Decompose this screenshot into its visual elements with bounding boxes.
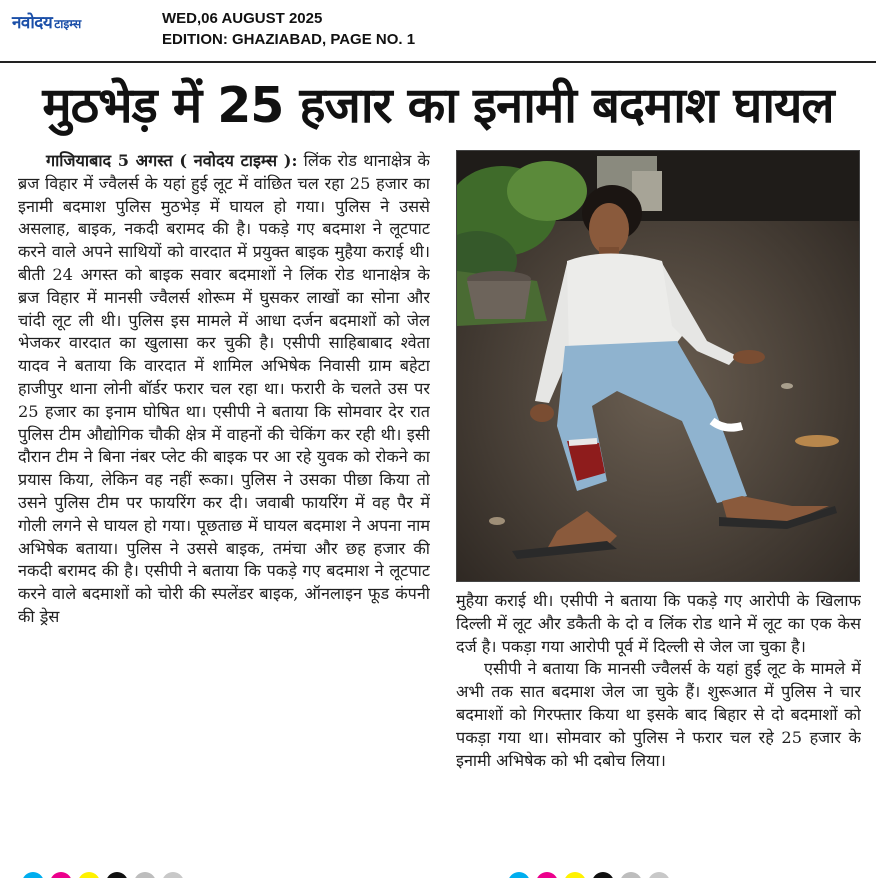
cyan-mark	[22, 872, 44, 878]
gray-mark-right-2	[648, 872, 670, 878]
masthead	[0, 0, 876, 62]
article-column-right	[456, 590, 861, 862]
black-mark-right	[592, 872, 614, 878]
newspaper-logo	[12, 10, 81, 36]
gray-mark-2	[162, 872, 184, 878]
logo-main-text: नवोदय	[12, 13, 53, 33]
article-body-right-2: एसीपी ने बताया कि मानसी ज्वैलर्स के यहां हुई लूट के मामले में अभी तक सात बदमाश जेल जा चुके हैं। शुरूआत में पुलिस ने चार बदमाशों को गिरफ्तार किया था इसके बाद बिहार से दो बदमाशों को पकड़ा गया था। सोमवार को पुलिस ने फरार चल रहे 25 हजार के इनामी अभिषेक को भी दबोच लिया।	[456, 659, 861, 770]
edition-date: WED,06 AUGUST 2025	[162, 10, 323, 27]
edition-page: EDITION: GHAZIABAD, PAGE NO. 1	[162, 31, 416, 48]
cyan-mark-right	[508, 872, 530, 878]
magenta-mark	[50, 872, 72, 878]
magenta-mark-right	[536, 872, 558, 878]
article-body-left: लिंक रोड थानाक्षेत्र के ब्रज विहार में ज्वैलर्स के यहां हुई लूट में वांछित चल रहा 25 हजार का इनामी बदमाश पुलिस मुठभेड़ में घायल हो गया। पुलिस ने उससे असलाह, बाइक, नकदी बरामद की है। पकड़े गए बदमाश ने लूटपाट करने वाले अपने साथियों को वारदात में प्रयुक्त बाइक मुहैया कराई थी। बीती 24 अगस्त को बाइक सवार बदमाशों ने लिंक रोड थानाक्षेत्र के ब्रज विहार में मानसी ज्वैलर्स शोरूम में घुसकर लाखों का सोना और चांदी लूट ली थी। पुलिस इस मामले में आधा दर्जन बदमाशों को जेल भेजकर वारदात का खुलासा कर चुकी है। एसीपी साहिबाबाद श्वेता यादव ने बताया कि वारदात में शामिल अभिषेक निवासी ग्राम बहेटा हाजीपुर थाना लोनी बॉर्डर फरार चल रहा था। फरारी के चलते उस पर 25 हजार का इनाम घोषित था। एसीपी ने बताया कि सोमवार देर रात पुलिस टीम औद्योगिक चौकी क्षेत्र में वाहनों की चेकिंग कर रही थी। इसी दौरान टीम ने बिना नंबर प्लेट की बाइक पर आ रहे युवक को रोकने का प्रयास किया, लेकिन वह नहीं रूका। पुलिस ने उसका पीछा किया तो उसने पुलिस टीम पर फायरिंग कर दी। जवाबी फायरिंग में वह पैर में गोली लगने से घायल हो गया। पूछताछ में घायल बदमाश ने अपना नाम अभिषेक बताया। पुलिस ने उससे बाइक, तमंचा और छह हजार की नकदी बरामद की है। एसीपी ने बताया कि पकड़े गए बदमाश ने लूटपाट करने वाले बदमाशों को चोरी की स्पलेंडर बाइक, ऑनलाइन फूड कंपनी की ड्रेस	[18, 151, 430, 626]
article-dateline: गाजियाबाद 5 अगस्त ( नवोदय टाइम्स ):	[46, 151, 298, 170]
logo-sub-text: टाइम्स	[54, 17, 82, 31]
article-photo	[456, 150, 860, 582]
print-registration-marks	[0, 864, 876, 878]
masthead-divider	[0, 61, 876, 63]
edition-info	[162, 8, 415, 50]
injured-man-photo	[457, 151, 860, 582]
yellow-mark	[78, 872, 100, 878]
yellow-mark-right	[564, 872, 586, 878]
article-column-left	[18, 150, 430, 862]
gray-mark-right	[620, 872, 642, 878]
black-mark	[106, 872, 128, 878]
article-body-right-1: मुहैया कराई थी। एसीपी ने बताया कि पकड़े गए आरोपी के खिलाफ दिल्ली में लूट और डकैती के दो व लिंक रोड थाने में लूट का एक केस दर्ज है। पकड़ा गया आरोपी पूर्व में दिल्ली से जेल जा चुका है।	[456, 591, 861, 656]
article-headline: मुठभेड़ में 25 हजार का इनामी बदमाश घायल	[42, 77, 834, 134]
gray-mark	[134, 872, 156, 878]
